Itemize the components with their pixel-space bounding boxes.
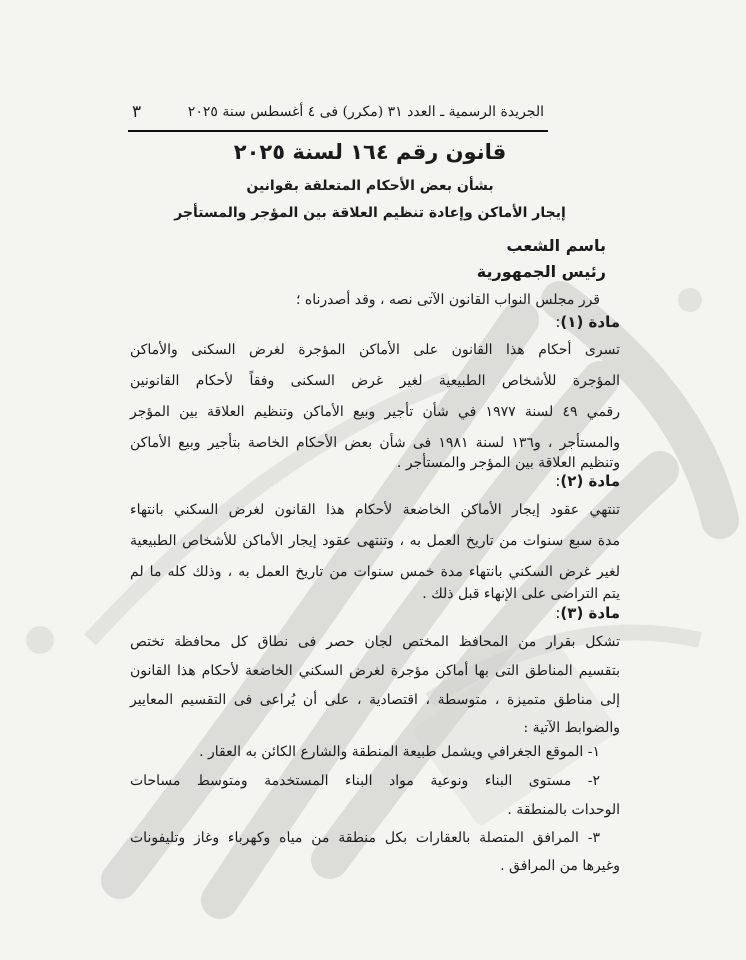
article-2-line: لغير غرض السكني بانتهاء مدة خمس سنوات من تاريخ العمل به ، وذلك كله ما لم xyxy=(130,564,620,580)
article-3-criterion: ١- الموقع الجغرافي ويشمل طبيعة المنطقة والشارع الكائن به العقار . xyxy=(199,744,600,760)
gazette-header: الجريدة الرسمية ـ العدد ٣١ (مكرر) فى ٤ أغسطس سنة ٢٠٢٥ xyxy=(187,104,544,120)
article-3-criterion: ٢- مستوى البناء ونوعية مواد البناء المستخدمة ومتوسط مساحات xyxy=(130,773,600,789)
article-3-line: تشكل بقرار من المحافظ المختص لجان حصر فى نطاق كل محافظة تختص xyxy=(130,634,620,650)
article-label-text: مادة (٢) xyxy=(560,472,620,490)
article-2-line: يتم التراضى على الإنهاء قبل ذلك . xyxy=(422,586,620,602)
article-1-line: والمستأجر ، و١٣٦ لسنة ١٩٨١ فى شأن بعض الأحكام الخاصة بتأجير وبيع الأماكن xyxy=(130,435,621,451)
article-3-line: إلى مناطق متميزة ، متوسطة ، اقتصادية ، على أن يُراعى فى التقسيم المعايير xyxy=(130,692,620,708)
heading-president: رئيس الجمهورية xyxy=(476,262,606,281)
article-label-text: مادة (١) xyxy=(560,313,620,331)
article-3-criterion: ٣- المرافق المتصلة بالعقارات بكل منطقة من مياه وكهرباء وغاز وتليفونات xyxy=(130,830,600,846)
article-3-line: الوحدات بالمنطقة . xyxy=(507,802,620,818)
article-1-line: تسرى أحكام هذا القانون على الأماكن المؤجرة لغرض السكنى والأماكن xyxy=(130,342,620,358)
article-3-line: والضوابط الآتية : xyxy=(523,720,620,736)
article-3-line: وغيرها من المرافق . xyxy=(500,858,620,874)
article-2-line: تنتهي عقود إيجار الأماكن الخاضعة لأحكام هذا القانون لغرض السكني بانتهاء xyxy=(130,502,620,518)
article-colon: : xyxy=(555,313,561,331)
law-subtitle-1: بشأن بعض الأحكام المتعلقة بقوانين xyxy=(246,178,494,194)
article-colon: : xyxy=(555,604,561,622)
page-number: ٣ xyxy=(132,102,142,122)
article-1-line: وتنظيم العلاقة بين المؤجر والمستأجر . xyxy=(396,455,620,471)
article-colon: : xyxy=(555,472,561,490)
page-header xyxy=(128,98,548,132)
decree-line: قرر مجلس النواب القانون الآتى نصه ، وقد أصدرناه ؛ xyxy=(296,292,600,308)
law-subtitle-2: إيجار الأماكن وإعادة تنظيم العلاقة بين المؤجر والمستأجر xyxy=(174,205,566,221)
article-2-line: مدة سبع سنوات من تاريخ العمل به ، وتنتهى عقود إيجار الأماكن للأشخاص الطبيعية xyxy=(130,533,620,549)
article-3-label xyxy=(555,604,620,622)
law-title: قانون رقم ١٦٤ لسنة ٢٠٢٥ xyxy=(233,140,507,164)
article-2-label xyxy=(555,472,620,490)
heading-name-of-people: باسم الشعب xyxy=(506,236,606,255)
article-1-line: المؤجرة للأشخاص الطبيعية لغير غرض السكنى وفقاً لأحكام القانونين xyxy=(130,373,620,389)
article-label-text: مادة (٣) xyxy=(560,604,620,622)
article-3-line: بتقسيم المناطق التى بها أماكن مؤجرة لغرض السكني الخاضعة لأحكام هذا القانون xyxy=(130,663,620,679)
article-1-line: رقمي ٤٩ لسنة ١٩٧٧ في شأن تأجير وبيع الأماكن وتنظيم العلاقة بين المؤجر xyxy=(130,404,620,420)
article-1-label xyxy=(555,313,620,331)
